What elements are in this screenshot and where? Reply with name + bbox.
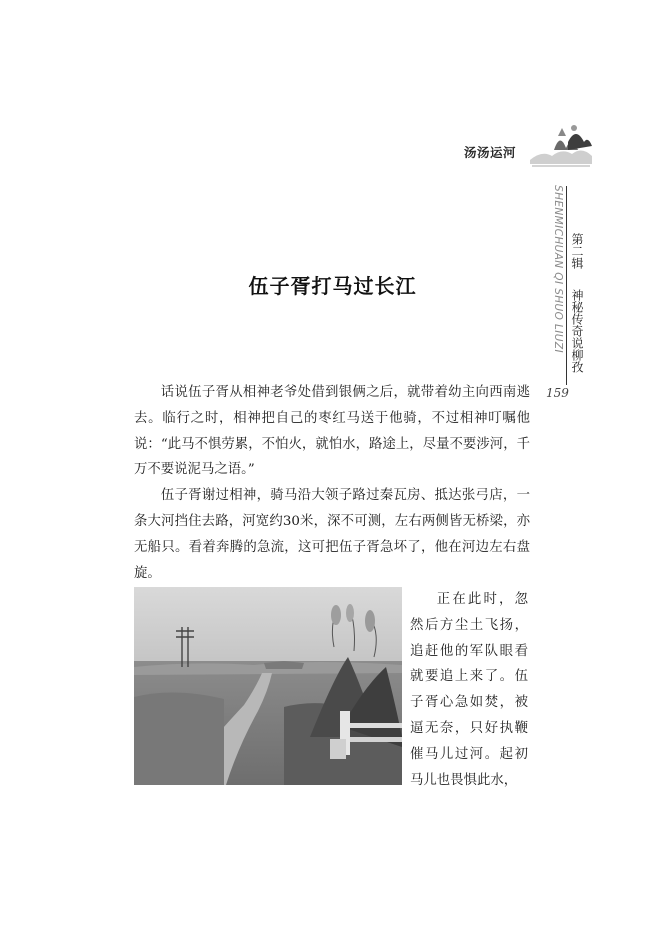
series-roman-text: SHENMICHUAN QI SHUO LIUZI — [552, 185, 564, 353]
landscape-photo — [134, 587, 402, 785]
ink-landscape-icon — [528, 120, 594, 170]
photo-scene — [134, 587, 402, 785]
section-title: 汤汤运河 — [464, 145, 517, 160]
paragraph: 正在此时，忽然后方尘土飞扬，追赶他的军队眼看就要追上来了。伍子胥心急如焚，被逼无奈，只好执鞭催马儿过河。起初马儿也畏惧此水， — [410, 592, 528, 788]
paragraph: 话说伍子胥从相神老爷处借到银俩之后，就带着幼主向西南逃去。临行之时，相神把自己的枣红马送于他骑，不过相神叮嘱他说：“此马不惧劳累，不怕火，就怕水，路途上，尽量不要涉河，千万不要说泥马之语。” — [134, 385, 530, 478]
article-body — [134, 380, 530, 586]
series-title: 神秘传奇说柳孜 — [570, 289, 584, 373]
volume-label: 第二辑 — [570, 233, 584, 269]
article-title: 伍子胥打马过长江 — [248, 274, 417, 298]
paragraph: 伍子胥谢过相神，骑马沿大领子路过秦瓦房、抵达张弓店，一条大河挡住去路，河宽约30米，深不可测，左右两侧皆无桥梁，亦无船只。看着奔腾的急流，这可把伍子胥急坏了，他在河边左右盘旋。 — [134, 488, 530, 581]
page-number: 159 — [546, 386, 569, 400]
side-column-text — [410, 587, 528, 793]
